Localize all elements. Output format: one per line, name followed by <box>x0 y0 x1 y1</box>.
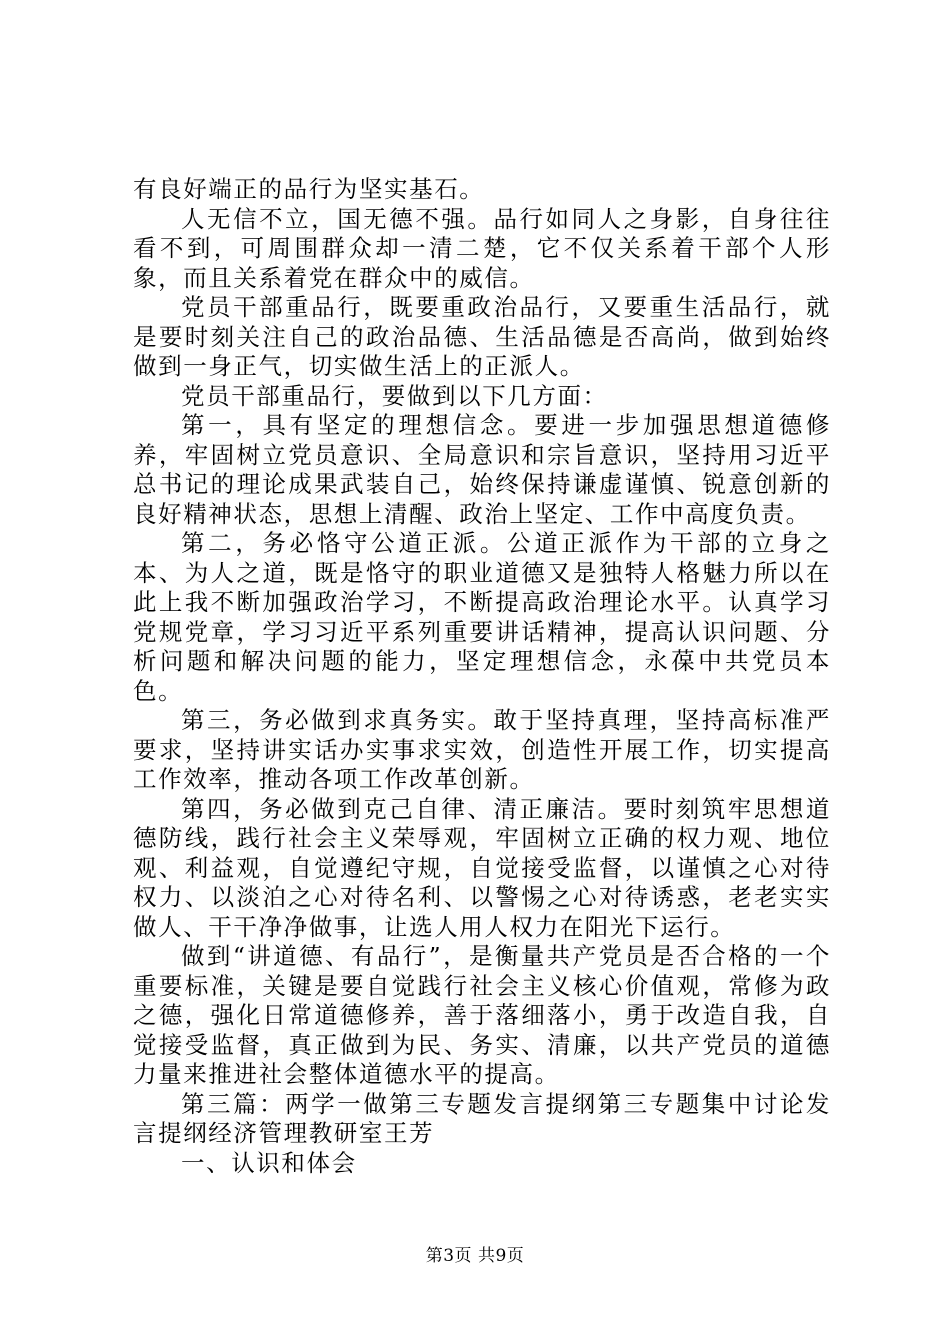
paragraph-10: 第三篇：两学一做第三专题发言提纲第三专题集中讨论发言提纲经济管理教研室王芳 <box>133 1089 831 1147</box>
paragraph-8: 第四，务必做到克己自律、清正廉洁。要时刻筑牢思想道德防线，践行社会主义荣辱观，牢固树立正确的权力观、地位观、利益观，自觉遵纪守规，自觉接受监督，以谨慎之心对待权力、以淡泊之心对待名利、以警惕之心对待诱惑，老老实实做人、干干净净做事，让选人用人权力在阳光下运行。 <box>133 794 831 941</box>
paragraph-4: 党员干部重品行，要做到以下几方面： <box>181 381 608 410</box>
paragraph-7: 第三，务必做到求真务实。敢于坚持真理，坚持高标准严要求，坚持讲实话办实事求实效，创造性开展工作，切实提高工作效率，推动各项工作改革创新。 <box>133 706 831 793</box>
paragraph-3: 党员干部重品行，既要重政治品行，又要重生活品行，就是要时刻关注自己的政治品德、生活品德是否高尚，做到始终做到一身正气，切实做生活上的正派人。 <box>133 293 831 380</box>
page-number-footer: 第3页 共9页 <box>425 1246 525 1266</box>
paragraph-6: 第二，务必恪守公道正派。公道正派作为干部的立身之本、为人之道，既是恪守的职业道德又是独特人格魅力所以在此上我不断加强政治学习，不断提高政治理论水平。认真学习党规党章，学习习近平系列重要讲话精神，提高认识问题、分析问题和解决问题的能力，坚定理想信念，永葆中共党员本色。 <box>133 529 831 705</box>
paragraph-9: 做到“讲道德、有品行”，是衡量共产党员是否合格的一个重要标准，关键是要自觉践行社会主义核心价值观，常修为政之德，强化日常道德修养，善于落细落小，勇于改造自我，自觉接受监督，真正做到为民、务实、清廉，以共产党员的道德力量来推进社会整体道德水平的提高。 <box>133 942 831 1088</box>
section-heading: 一、认识和体会 <box>181 1148 357 1177</box>
paragraph-2: 人无信不立，国无德不强。品行如同人之身影，自身往往看不到，可周围群众却一清二楚，它不仅关系着干部个人形象，而且关系着党在群众中的威信。 <box>133 204 831 292</box>
paragraph-1: 有良好端正的品行为坚实基石。 <box>133 175 485 203</box>
document-body <box>133 175 831 1178</box>
paragraph-5: 第一，具有坚定的理想信念。要进一步加强思想道德修养，牢固树立党员意识、全局意识和宗旨意识，坚持用习近平总书记的理论成果武装自己，始终保持谦虚谨慎、锐意创新的良好精神状态，思想上清醒、政治上坚定、工作中高度负责。 <box>133 411 831 528</box>
